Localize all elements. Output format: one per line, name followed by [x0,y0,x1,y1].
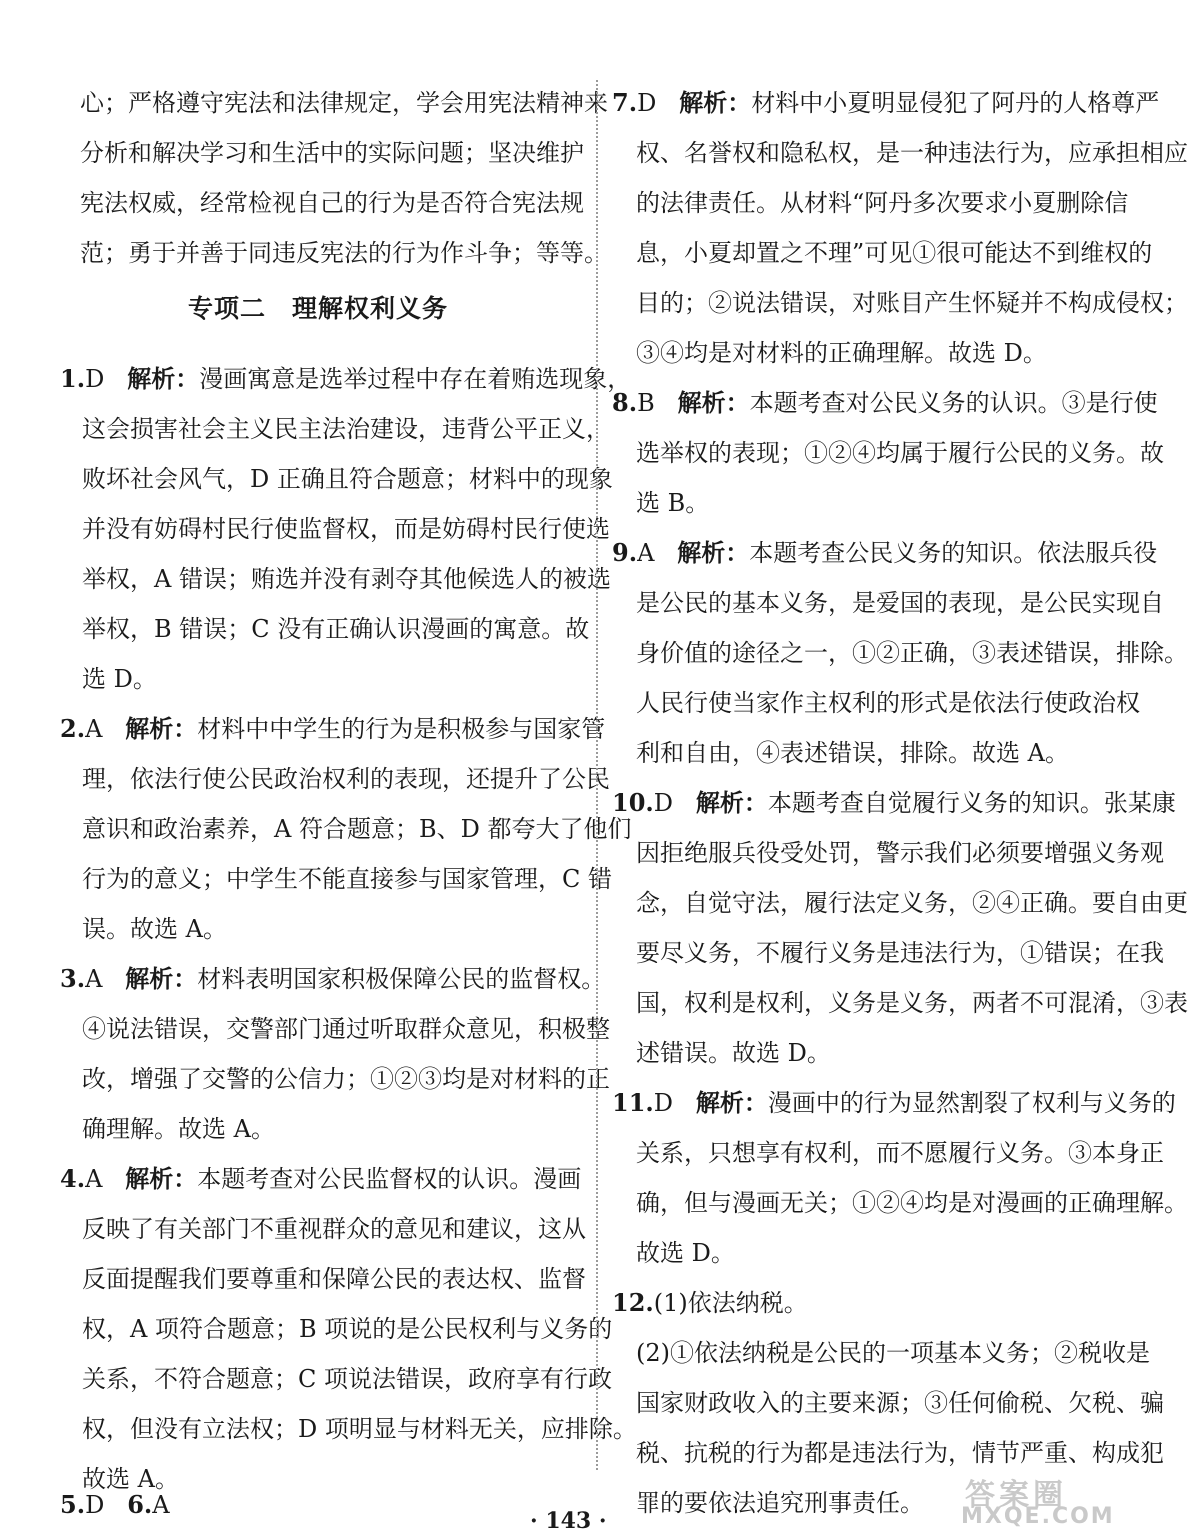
analysis-text: 述错误。故选 D。 [636,1039,831,1067]
question-answer: A [637,539,655,567]
analysis-text: 确理解。故选 A。 [82,1115,275,1143]
analysis-text: 确，但与漫画无关；①②④均是对漫画的正确理解。 [636,1189,1188,1217]
question-number: 2. [60,714,86,743]
analysis-text: ④说法错误，交警部门通过听取群众意见，积极整 [82,1015,610,1043]
question-number: 6. [127,1490,153,1519]
question-5-6-answers [60,1490,170,1520]
analysis-text: 改，增强了交警的公信力；①②③均是对材料的正 [82,1065,610,1093]
question-answer: A [85,965,103,993]
analysis-text: 本题考查对公民监督权的认识。漫画 [197,1165,582,1193]
analysis-text: 关系，不符合题意；C 项说法错误，政府享有行政 [82,1365,612,1393]
question-number: 11. [612,1088,654,1117]
analysis-label: 解析： [125,964,198,993]
analysis-text: 权，但没有立法权；D 项明显与材料无关，应排除。 [82,1415,637,1443]
question-answer: D [637,89,657,117]
analysis-label: 解析： [127,364,200,393]
analysis-text: 国，权利是权利，义务是义务，两者不可混淆，③表 [636,989,1188,1017]
analysis-text: 权、名誉权和隐私权，是一种违法行为，应承担相应 [636,139,1188,167]
question-number: 4. [60,1164,86,1193]
answer-text: 罪的要依法追究刑事责任。 [636,1489,924,1517]
question-9-header [612,538,1157,568]
analysis-text: 本题考查自觉履行义务的知识。张某康 [767,789,1176,817]
analysis-label: 解析： [695,1088,768,1117]
question-answer: A [85,715,103,743]
analysis-text: 人民行使当家作主权利的形式是依法行使政治权 [636,689,1140,717]
question-12-header [612,1288,808,1318]
question-3-header [60,964,605,994]
intro-line: 宪法权威，经常检视自己的行为是否符合宪法规 [80,189,584,217]
analysis-text: 举权，B 错误；C 没有正确认识漫画的寓意。故 [82,615,590,643]
analysis-text: 是公民的基本义务，是爱国的表现，是公民实现自 [636,589,1164,617]
analysis-text: 故选 A。 [82,1465,179,1493]
analysis-text: 漫画寓意是选举过程中存在着贿选现象， [199,365,632,393]
analysis-text: 反面提醒我们要尊重和保障公民的表达权、监督 [82,1265,586,1293]
analysis-label: 解析： [677,388,750,417]
analysis-text: 败坏社会风气，D 正确且符合题意；材料中的现象 [82,465,613,493]
intro-line: 范；勇于并善于同违反宪法的行为作斗争；等等。 [80,239,608,267]
question-number: 12. [612,1288,654,1317]
analysis-text: 权，A 项符合题意；B 项说的是公民权利与义务的 [82,1315,613,1343]
question-number: 10. [612,788,654,817]
question-answer: D [85,365,105,393]
analysis-text: 这会损害社会主义民主法治建设，违背公平正义， [82,415,610,443]
watermark-logo [955,1470,1130,1532]
watermark-text: 答案圈 [965,1478,1067,1513]
analysis-label: 解析： [125,1164,198,1193]
answer-text: (2)①依法纳税是公民的一项基本义务；②税收是 [636,1339,1150,1367]
question-number: 3. [60,964,86,993]
analysis-text: 因拒绝服兵役受处罚，警示我们必须要增强义务观 [636,839,1164,867]
question-answer: D [653,789,674,817]
question-2-header [60,714,605,744]
question-1-header [60,364,631,394]
analysis-text: ③④均是对材料的正确理解。故选 D。 [636,339,1047,367]
intro-line: 心；严格遵守宪法和法律规定，学会用宪法精神来 [80,89,608,117]
analysis-text: 选 D。 [82,665,157,693]
analysis-text: 目的；②说法错误，对账目产生怀疑并不构成侵权； [636,289,1188,317]
analysis-label: 解析： [695,788,768,817]
question-number: 5. [60,1490,86,1519]
analysis-text: 行为的意义；中学生不能直接参与国家管理，C 错 [82,865,612,893]
analysis-text: 反映了有关部门不重视群众的意见和建议，这从 [82,1215,586,1243]
analysis-text: 本题考查对公民义务的认识。③是行使 [749,389,1158,417]
page-number: · 143 · [530,1508,607,1534]
analysis-label: 解析： [677,538,750,567]
analysis-text: 本题考查公民义务的知识。依法服兵役 [749,539,1158,567]
question-answer: A [85,1165,103,1193]
answer-text: 税、抗税的行为都是违法行为，情节严重、构成犯 [636,1439,1164,1467]
section-title: 专项二 理解权利义务 [188,294,449,323]
question-answer: D [653,1089,674,1117]
analysis-text: 漫画中的行为显然割裂了权利与义务的 [767,1089,1176,1117]
question-number: 7. [612,88,638,117]
analysis-text: 的法律责任。从材料“阿丹多次要求小夏删除信 [636,189,1129,217]
question-answer: B [637,389,655,417]
analysis-text: 材料中中学生的行为是积极参与国家管 [197,715,606,743]
question-answer: A [152,1491,170,1519]
analysis-text: 并没有妨碍村民行使监督权，而是妨碍村民行使选 [82,515,610,543]
analysis-text: 材料表明国家积极保障公民的监督权。 [197,965,606,993]
analysis-text: 举权，A 错误；贿选并没有剥夺其他候选人的被选 [82,565,611,593]
analysis-text: 选举权的表现；①②④均属于履行公民的义务。故 [636,439,1164,467]
analysis-text: 关系，只想享有权利，而不愿履行义务。③本身正 [636,1139,1164,1167]
watermark-url: MXQE.COM [961,1504,1115,1529]
analysis-label: 解析： [125,714,198,743]
question-number: 9. [612,538,638,567]
question-answer: D [85,1491,105,1519]
column-divider [596,80,598,1470]
analysis-text: 身价值的途径之一，①②正确，③表述错误，排除。 [636,639,1188,667]
question-10-header [612,788,1176,818]
analysis-text: 误。故选 A。 [82,915,227,943]
analysis-text: 息，小夏却置之不理”可见①很可能达不到维权的 [636,239,1153,267]
analysis-text: 意识和政治素养，A 符合题意；B、D 都夸大了他们 [82,815,632,843]
analysis-text: 选 B。 [636,489,710,517]
analysis-label: 解析： [679,88,752,117]
answer-text: (1)依法纳税。 [653,1289,808,1317]
intro-line: 分析和解决学习和生活中的实际问题；坚决维护 [80,139,584,167]
analysis-text: 理，依法行使公民政治权利的表现，还提升了公民 [82,765,610,793]
question-number: 1. [60,364,86,393]
question-4-header [60,1164,581,1194]
question-11-header [612,1088,1176,1118]
answer-text: 国家财政收入的主要来源；③任何偷税、欠税、骗 [636,1389,1164,1417]
analysis-text: 利和自由，④表述错误，排除。故选 A。 [636,739,1069,767]
analysis-text: 要尽义务，不履行义务是违法行为，①错误；在我 [636,939,1164,967]
question-number: 8. [612,388,638,417]
analysis-text: 故选 D。 [636,1239,735,1267]
question-8-header [612,388,1158,418]
analysis-text: 材料中小夏明显侵犯了阿丹的人格尊严 [751,89,1160,117]
analysis-text: 念，自觉守法，履行法定义务，②④正确。要自由更 [636,889,1188,917]
question-7-header [612,88,1159,118]
